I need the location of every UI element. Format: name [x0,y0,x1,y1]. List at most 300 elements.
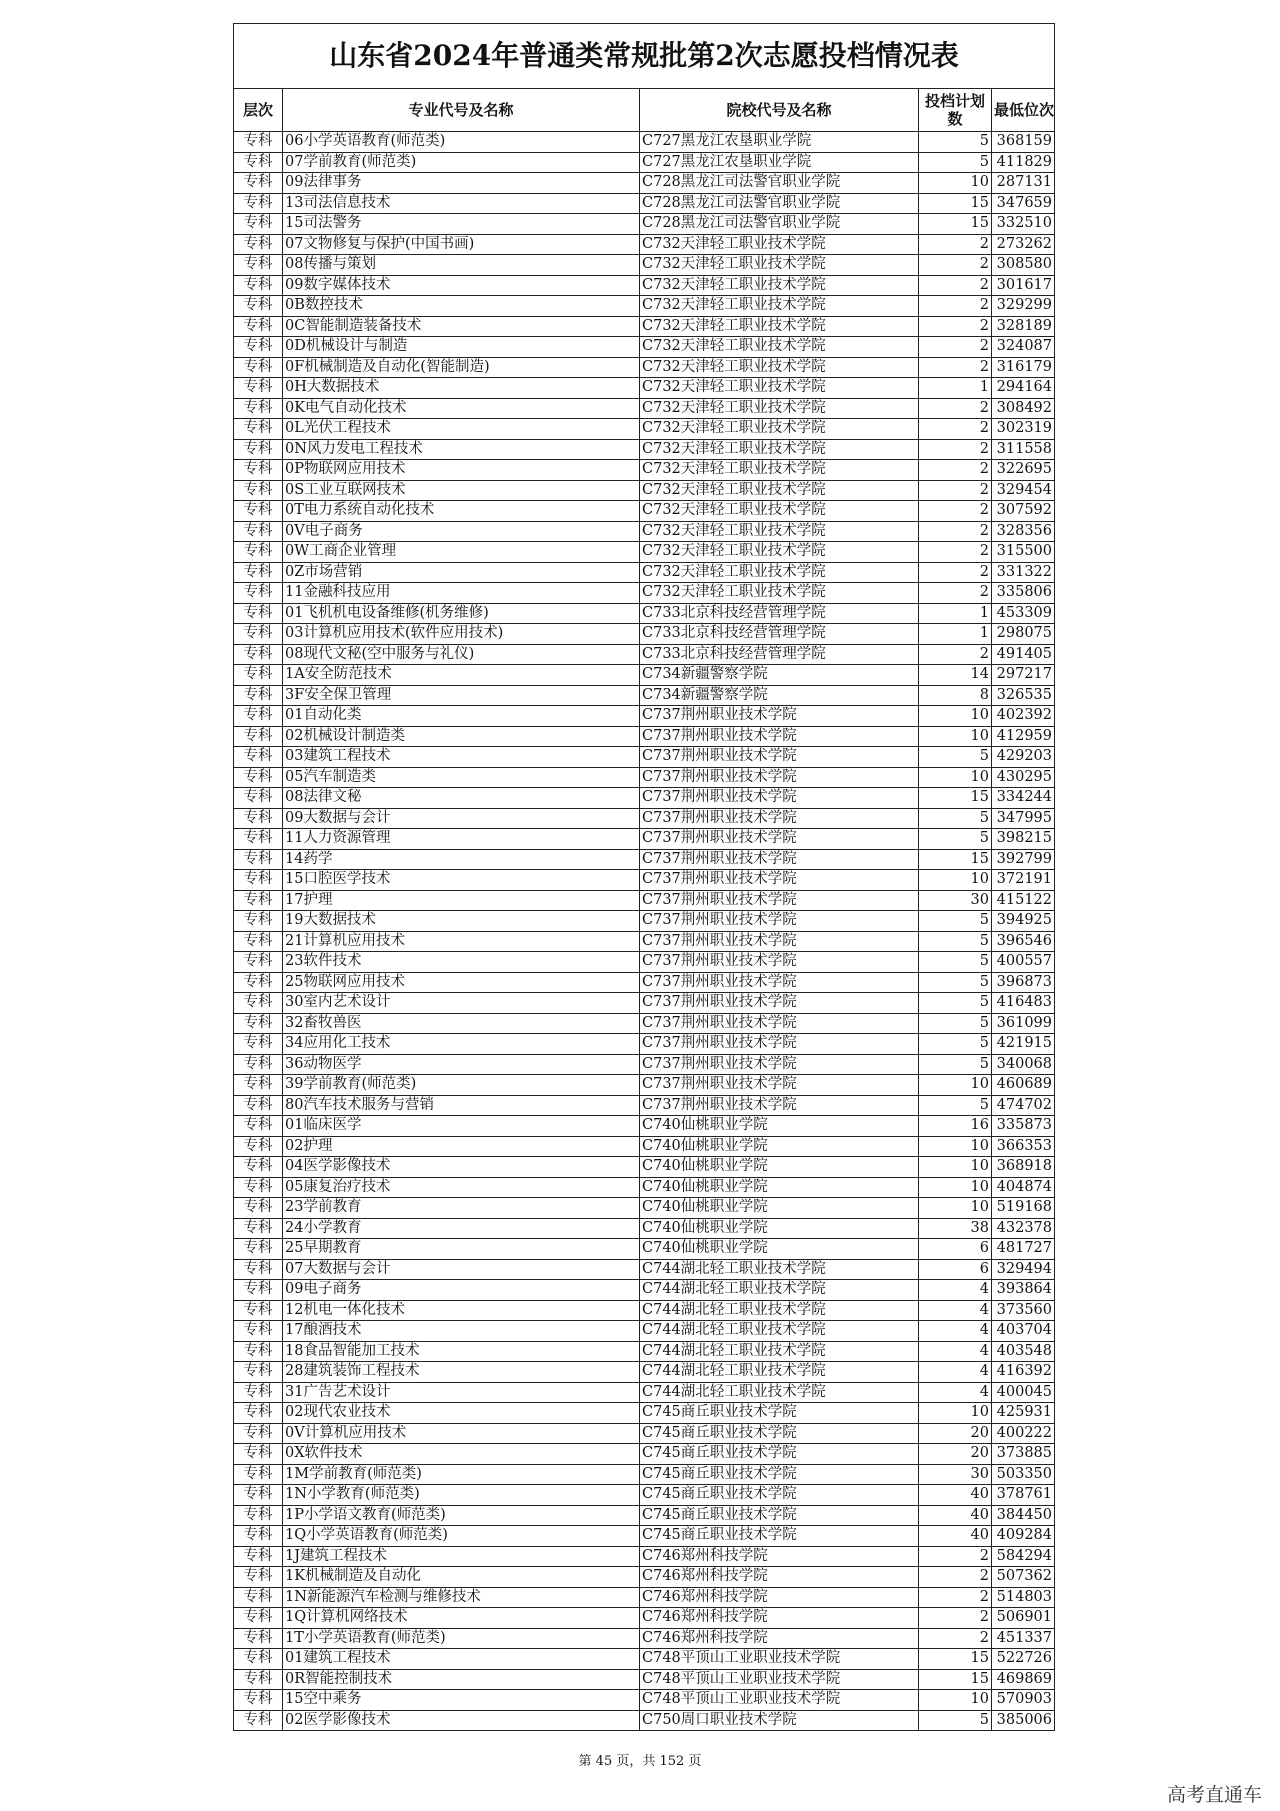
cell-level: 专科 [234,747,283,768]
cell-min-rank: 415122 [992,890,1055,911]
cell-major: 34应用化工技术 [283,1034,640,1055]
table-row [234,931,1054,952]
cell-school: C732天津轻工职业技术学院 [640,419,919,440]
cell-school: C744湖北轻工职业技术学院 [640,1259,919,1280]
cell-school: C732天津轻工职业技术学院 [640,234,919,255]
cell-major: 12机电一体化技术 [283,1300,640,1321]
cell-min-rank: 332510 [992,214,1055,235]
cell-school: C732天津轻工职业技术学院 [640,501,919,522]
cell-level: 专科 [234,460,283,481]
cell-plan-count: 2 [919,562,992,583]
table-row [234,1116,1054,1137]
table-row [234,706,1054,727]
cell-school: C746郑州科技学院 [640,1628,919,1649]
cell-level: 专科 [234,1157,283,1178]
cell-major: 3F安全保卫管理 [283,685,640,706]
cell-school: C732天津轻工职业技术学院 [640,316,919,337]
watermark: 高考直通车 [1166,1784,1262,1806]
cell-school: C733北京科技经营管理学院 [640,603,919,624]
cell-school: C732天津轻工职业技术学院 [640,255,919,276]
cell-min-rank: 403704 [992,1321,1055,1342]
cell-min-rank: 373560 [992,1300,1055,1321]
table-row [234,1505,1054,1526]
cell-plan-count: 10 [919,173,992,194]
table-row [234,296,1054,317]
table-row [234,665,1054,686]
cell-major: 02机械设计制造类 [283,726,640,747]
cell-level: 专科 [234,1362,283,1383]
cell-min-rank: 506901 [992,1608,1055,1629]
table-row [234,644,1054,665]
table-row [234,767,1054,788]
cell-plan-count: 10 [919,1403,992,1424]
cell-min-rank: 297217 [992,665,1055,686]
cell-plan-count: 30 [919,890,992,911]
table-row [234,1649,1054,1670]
cell-plan-count: 15 [919,193,992,214]
cell-major: 02医学影像技术 [283,1710,640,1730]
table-row [234,972,1054,993]
cell-school: C746郑州科技学院 [640,1587,919,1608]
cell-min-rank: 366353 [992,1136,1055,1157]
cell-school: C740仙桃职业学院 [640,1218,919,1239]
cell-min-rank: 316179 [992,357,1055,378]
cell-school: C737荆州职业技术学院 [640,931,919,952]
cell-plan-count: 5 [919,829,992,850]
table-row [234,952,1054,973]
cell-school: C737荆州职业技术学院 [640,849,919,870]
cell-plan-count: 2 [919,1587,992,1608]
cell-plan-count: 5 [919,911,992,932]
cell-min-rank: 373885 [992,1444,1055,1465]
cell-plan-count: 2 [919,1567,992,1588]
cell-plan-count: 10 [919,1690,992,1711]
cell-plan-count: 4 [919,1341,992,1362]
table-row [234,1690,1054,1711]
table-row [234,255,1054,276]
cell-plan-count: 5 [919,747,992,768]
cell-level: 专科 [234,193,283,214]
cell-school: C732天津轻工职业技术学院 [640,562,919,583]
cell-major: 17酿酒技术 [283,1321,640,1342]
cell-plan-count: 30 [919,1464,992,1485]
cell-min-rank: 335806 [992,583,1055,604]
cell-plan-count: 2 [919,644,992,665]
cell-plan-count: 2 [919,316,992,337]
cell-major: 03计算机应用技术(软件应用技术) [283,624,640,645]
cell-major: 0X软件技术 [283,1444,640,1465]
cell-level: 专科 [234,849,283,870]
cell-min-rank: 311558 [992,439,1055,460]
cell-school: C727黑龙江农垦职业学院 [640,132,919,153]
table-row [234,808,1054,829]
cell-major: 03建筑工程技术 [283,747,640,768]
cell-plan-count: 4 [919,1321,992,1342]
cell-school: C733北京科技经营管理学院 [640,624,919,645]
table-row [234,1423,1054,1444]
cell-school: C732天津轻工职业技术学院 [640,337,919,358]
cell-plan-count: 15 [919,214,992,235]
table-row [234,521,1054,542]
cell-major: 09法律事务 [283,173,640,194]
cell-major: 02护理 [283,1136,640,1157]
cell-major: 1N新能源汽车检测与维修技术 [283,1587,640,1608]
cell-min-rank: 368918 [992,1157,1055,1178]
cell-min-rank: 384450 [992,1505,1055,1526]
cell-plan-count: 1 [919,603,992,624]
cell-major: 06小学英语教育(师范类) [283,132,640,153]
table-row [234,480,1054,501]
cell-major: 0K电气自动化技术 [283,398,640,419]
cell-plan-count: 14 [919,665,992,686]
cell-min-rank: 392799 [992,849,1055,870]
cell-min-rank: 393864 [992,1280,1055,1301]
cell-school: C744湖北轻工职业技术学院 [640,1341,919,1362]
table-row [234,1259,1054,1280]
cell-school: C744湖北轻工职业技术学院 [640,1321,919,1342]
cell-plan-count: 8 [919,685,992,706]
cell-level: 专科 [234,562,283,583]
table-row [234,1382,1054,1403]
table-row [234,1321,1054,1342]
cell-major: 0D机械设计与制造 [283,337,640,358]
cell-level: 专科 [234,911,283,932]
table-row [234,1587,1054,1608]
cell-min-rank: 402392 [992,706,1055,727]
cell-major: 07学前教育(师范类) [283,152,640,173]
cell-level: 专科 [234,788,283,809]
cell-school: C732天津轻工职业技术学院 [640,275,919,296]
cell-plan-count: 10 [919,1157,992,1178]
cell-major: 30室内艺术设计 [283,993,640,1014]
cell-level: 专科 [234,378,283,399]
cell-plan-count: 2 [919,1628,992,1649]
cell-school: C737荆州职业技术学院 [640,1034,919,1055]
table-row [234,1136,1054,1157]
cell-min-rank: 522726 [992,1649,1055,1670]
table-row [234,439,1054,460]
cell-level: 专科 [234,1567,283,1588]
table-row [234,726,1054,747]
cell-school: C745商丘职业技术学院 [640,1526,919,1547]
cell-school: C737荆州职业技术学院 [640,870,919,891]
cell-plan-count: 2 [919,1546,992,1567]
cell-level: 专科 [234,1464,283,1485]
cell-min-rank: 396873 [992,972,1055,993]
cell-min-rank: 409284 [992,1526,1055,1547]
cell-major: 25早期教育 [283,1239,640,1260]
table-row [234,275,1054,296]
table-row [234,685,1054,706]
cell-plan-count: 2 [919,275,992,296]
header-level: 层次 [234,89,283,132]
cell-school: C727黑龙江农垦职业学院 [640,152,919,173]
header-school: 院校代号及名称 [640,89,919,132]
cell-major: 01建筑工程技术 [283,1649,640,1670]
cell-school: C737荆州职业技术学院 [640,726,919,747]
cell-school: C737荆州职业技术学院 [640,1075,919,1096]
cell-level: 专科 [234,603,283,624]
cell-major: 0R智能控制技术 [283,1669,640,1690]
cell-level: 专科 [234,337,283,358]
table-row [234,829,1054,850]
cell-major: 0L光伏工程技术 [283,419,640,440]
cell-major: 0S工业互联网技术 [283,480,640,501]
cell-major: 31广告艺术设计 [283,1382,640,1403]
cell-level: 专科 [234,234,283,255]
table-row [234,1464,1054,1485]
cell-level: 专科 [234,1075,283,1096]
cell-major: 13司法信息技术 [283,193,640,214]
cell-major: 1P小学语文教育(师范类) [283,1505,640,1526]
cell-level: 专科 [234,1198,283,1219]
cell-school: C732天津轻工职业技术学院 [640,583,919,604]
cell-major: 07文物修复与保护(中国书画) [283,234,640,255]
cell-level: 专科 [234,1505,283,1526]
cell-school: C732天津轻工职业技术学院 [640,398,919,419]
cell-level: 专科 [234,931,283,952]
cell-level: 专科 [234,439,283,460]
table-row [234,993,1054,1014]
cell-plan-count: 2 [919,398,992,419]
cell-plan-count: 10 [919,767,992,788]
cell-school: C744湖北轻工职业技术学院 [640,1382,919,1403]
cell-min-rank: 307592 [992,501,1055,522]
cell-min-rank: 503350 [992,1464,1055,1485]
table-row [234,1198,1054,1219]
cell-plan-count: 5 [919,1034,992,1055]
cell-min-rank: 328356 [992,521,1055,542]
cell-plan-count: 5 [919,1095,992,1116]
cell-school: C732天津轻工职业技术学院 [640,480,919,501]
cell-level: 专科 [234,1034,283,1055]
cell-min-rank: 425931 [992,1403,1055,1424]
cell-min-rank: 507362 [992,1567,1055,1588]
cell-min-rank: 400557 [992,952,1055,973]
cell-school: C737荆州职业技术学院 [640,1054,919,1075]
cell-plan-count: 2 [919,337,992,358]
cell-min-rank: 329299 [992,296,1055,317]
cell-level: 专科 [234,1280,283,1301]
cell-level: 专科 [234,890,283,911]
cell-school: C746郑州科技学院 [640,1608,919,1629]
cell-min-rank: 400222 [992,1423,1055,1444]
cell-school: C737荆州职业技术学院 [640,788,919,809]
cell-plan-count: 2 [919,234,992,255]
cell-major: 09电子商务 [283,1280,640,1301]
cell-level: 专科 [234,296,283,317]
cell-plan-count: 10 [919,726,992,747]
table-row [234,1054,1054,1075]
cell-level: 专科 [234,1444,283,1465]
cell-major: 24小学教育 [283,1218,640,1239]
cell-major: 0F机械制造及自动化(智能制造) [283,357,640,378]
cell-min-rank: 451337 [992,1628,1055,1649]
table-row [234,1608,1054,1629]
cell-min-rank: 429203 [992,747,1055,768]
cell-level: 专科 [234,1177,283,1198]
cell-major: 15空中乘务 [283,1690,640,1711]
cell-level: 专科 [234,993,283,1014]
cell-plan-count: 2 [919,296,992,317]
table-row [234,357,1054,378]
cell-plan-count: 2 [919,521,992,542]
cell-level: 专科 [234,870,283,891]
cell-min-rank: 491405 [992,644,1055,665]
header-plan-count: 投档计划数 [919,89,992,132]
cell-min-rank: 416483 [992,993,1055,1014]
cell-school: C744湖北轻工职业技术学院 [640,1280,919,1301]
cell-level: 专科 [234,132,283,153]
cell-major: 23学前教育 [283,1198,640,1219]
cell-min-rank: 481727 [992,1239,1055,1260]
cell-min-rank: 329454 [992,480,1055,501]
cell-level: 专科 [234,1669,283,1690]
cell-plan-count: 2 [919,357,992,378]
table-row [234,1177,1054,1198]
cell-major: 0W工商企业管理 [283,542,640,563]
cell-plan-count: 20 [919,1423,992,1444]
cell-plan-count: 6 [919,1239,992,1260]
cell-min-rank: 398215 [992,829,1055,850]
cell-level: 专科 [234,1136,283,1157]
table-row [234,1300,1054,1321]
cell-school: C737荆州职业技术学院 [640,1013,919,1034]
cell-level: 专科 [234,1690,283,1711]
cell-plan-count: 10 [919,1136,992,1157]
cell-min-rank: 385006 [992,1710,1055,1730]
cell-level: 专科 [234,1054,283,1075]
cell-plan-count: 2 [919,419,992,440]
cell-school: C746郑州科技学院 [640,1546,919,1567]
cell-min-rank: 273262 [992,234,1055,255]
cell-school: C728黑龙江司法警官职业学院 [640,193,919,214]
cell-major: 0P物联网应用技术 [283,460,640,481]
cell-min-rank: 329494 [992,1259,1055,1280]
cell-level: 专科 [234,501,283,522]
cell-level: 专科 [234,1013,283,1034]
cell-plan-count: 40 [919,1526,992,1547]
cell-school: C732天津轻工职业技术学院 [640,460,919,481]
cell-school: C740仙桃职业学院 [640,1136,919,1157]
cell-plan-count: 10 [919,706,992,727]
table-row [234,193,1054,214]
cell-min-rank: 294164 [992,378,1055,399]
cell-level: 专科 [234,952,283,973]
table-row [234,1157,1054,1178]
cell-level: 专科 [234,1526,283,1547]
cell-level: 专科 [234,706,283,727]
cell-major: 80汽车技术服务与营销 [283,1095,640,1116]
table-row [234,419,1054,440]
cell-school: C732天津轻工职业技术学院 [640,542,919,563]
cell-min-rank: 287131 [992,173,1055,194]
cell-min-rank: 324087 [992,337,1055,358]
cell-plan-count: 6 [919,1259,992,1280]
cell-level: 专科 [234,480,283,501]
table-row [234,398,1054,419]
table-row [234,1341,1054,1362]
cell-school: C737荆州职业技术学院 [640,952,919,973]
table-row [234,1546,1054,1567]
cell-plan-count: 2 [919,1608,992,1629]
cell-major: 09大数据与会计 [283,808,640,829]
cell-major: 1M学前教育(师范类) [283,1464,640,1485]
cell-major: 23软件技术 [283,952,640,973]
cell-plan-count: 1 [919,378,992,399]
table-row [234,316,1054,337]
cell-school: C737荆州职业技术学院 [640,706,919,727]
cell-major: 1Q小学英语教育(师范类) [283,1526,640,1547]
cell-major: 02现代农业技术 [283,1403,640,1424]
table-row [234,132,1054,153]
cell-level: 专科 [234,1341,283,1362]
cell-min-rank: 335873 [992,1116,1055,1137]
cell-level: 专科 [234,1587,283,1608]
cell-major: 15司法警务 [283,214,640,235]
cell-school: C728黑龙江司法警官职业学院 [640,214,919,235]
cell-plan-count: 5 [919,931,992,952]
cell-major: 1K机械制造及自动化 [283,1567,640,1588]
cell-school: C737荆州职业技术学院 [640,808,919,829]
table-row [234,603,1054,624]
cell-major: 21计算机应用技术 [283,931,640,952]
cell-major: 01临床医学 [283,1116,640,1137]
cell-school: C737荆州职业技术学院 [640,890,919,911]
cell-plan-count: 5 [919,152,992,173]
table-row [234,173,1054,194]
header-major: 专业代号及名称 [283,89,640,132]
cell-level: 专科 [234,1628,283,1649]
table-row [234,337,1054,358]
table-row [234,1526,1054,1547]
cell-min-rank: 430295 [992,767,1055,788]
cell-school: C732天津轻工职业技术学院 [640,378,919,399]
cell-plan-count: 40 [919,1505,992,1526]
cell-level: 专科 [234,214,283,235]
cell-plan-count: 10 [919,1177,992,1198]
cell-level: 专科 [234,726,283,747]
cell-school: C737荆州职业技术学院 [640,972,919,993]
cell-major: 32畜牧兽医 [283,1013,640,1034]
cell-min-rank: 519168 [992,1198,1055,1219]
cell-min-rank: 315500 [992,542,1055,563]
cell-major: 15口腔医学技术 [283,870,640,891]
cell-min-rank: 322695 [992,460,1055,481]
cell-plan-count: 20 [919,1444,992,1465]
cell-min-rank: 334244 [992,788,1055,809]
cell-level: 专科 [234,1116,283,1137]
cell-level: 专科 [234,398,283,419]
cell-plan-count: 2 [919,501,992,522]
cell-min-rank: 421915 [992,1034,1055,1055]
cell-major: 08法律文秘 [283,788,640,809]
page-number: 第 45 页，共 152 页 [578,1754,702,1769]
table-row [234,1669,1054,1690]
table-row [234,849,1054,870]
cell-plan-count: 2 [919,255,992,276]
cell-min-rank: 432378 [992,1218,1055,1239]
cell-major: 0B数控技术 [283,296,640,317]
cell-school: C746郑州科技学院 [640,1567,919,1588]
cell-major: 25物联网应用技术 [283,972,640,993]
cell-min-rank: 394925 [992,911,1055,932]
cell-level: 专科 [234,1239,283,1260]
cell-min-rank: 368159 [992,132,1055,153]
cell-min-rank: 301617 [992,275,1055,296]
cell-school: C737荆州职业技术学院 [640,911,919,932]
cell-major: 28建筑装饰工程技术 [283,1362,640,1383]
